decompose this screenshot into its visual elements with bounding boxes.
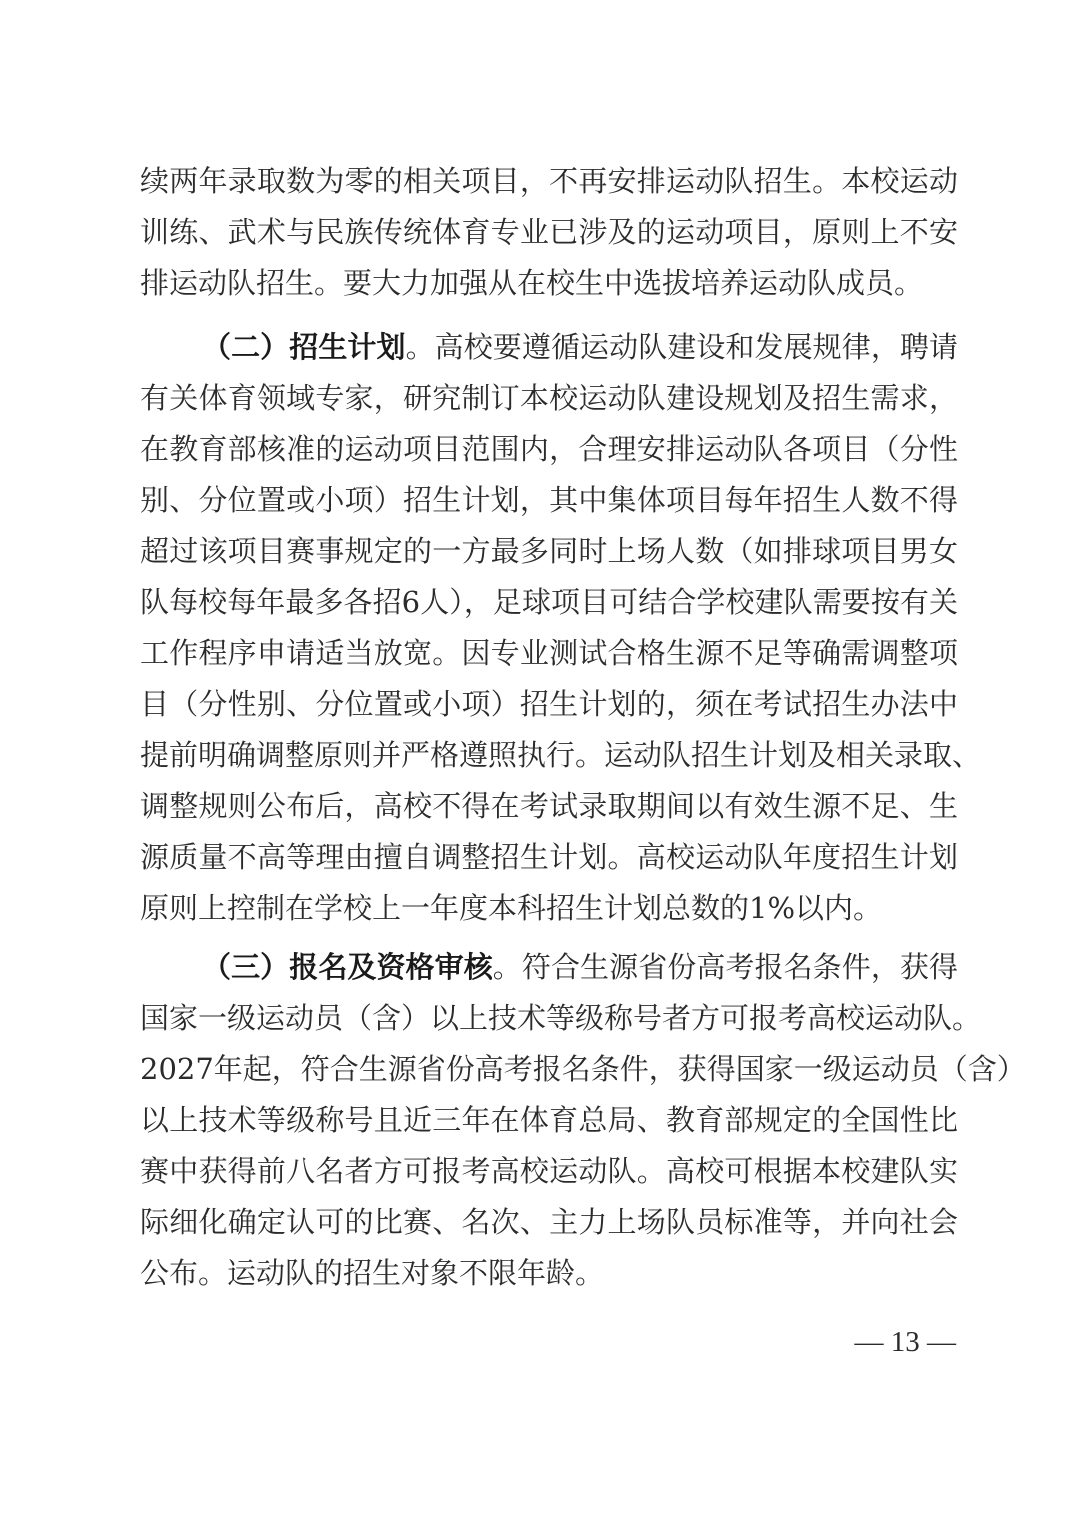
text-line: 超过该项目赛事规定的一方最多同时上场人数（如排球项目男女 — [140, 534, 958, 568]
text-line: 目（分性别、分位置或小项）招生计划的，须在考试招生办法中 — [140, 687, 958, 721]
section-heading: （二）招生计划 — [202, 330, 406, 364]
paragraph-enrollment-plan — [140, 322, 982, 934]
text-line: 续两年录取数为零的相关项目，不再安排运动队招生。本校运动 — [140, 164, 958, 198]
text-line: 工作程序申请适当放宽。因专业测试合格生源不足等确需调整项 — [140, 636, 958, 670]
text-line: 赛中获得前八名者方可报考高校运动队。高校可根据本校建队实 — [140, 1154, 958, 1188]
text-line: 际细化确定认可的比赛、名次、主力上场队员标准等，并向社会 — [140, 1205, 958, 1239]
text-line: 国家一级运动员（含）以上技术等级称号者方可报考高校运动队。 — [140, 1001, 982, 1035]
text-line: 队每校每年最多各招6人），足球项目可结合学校建队需要按有关 — [140, 585, 958, 619]
section-heading: （三）报名及资格审核 — [202, 950, 493, 984]
text-line: 有关体育领域专家，研究制订本校运动队建设规划及招生需求， — [140, 381, 958, 415]
text-line: 2027年起，符合生源省份高考报名条件，获得国家一级运动员（含） — [140, 1052, 1026, 1086]
text-run: 。高校要遵循运动队建设和发展规律，聘请 — [405, 330, 958, 364]
text-line: 原则上控制在学校上一年度本科招生计划总数的1%以内。 — [140, 891, 883, 925]
paragraph-continued — [140, 156, 958, 309]
text-line — [140, 942, 958, 993]
text-line: 别、分位置或小项）招生计划，其中集体项目每年招生人数不得 — [140, 483, 958, 517]
text-line — [140, 322, 958, 373]
text-line: 公布。运动队的招生对象不限年龄。 — [140, 1256, 605, 1290]
text-run: 。符合生源省份高考报名条件，获得 — [492, 950, 958, 984]
text-line: 排运动队招生。要大力加强从在校生中选拔培养运动队成员。 — [140, 266, 924, 300]
text-line: 调整规则公布后，高校不得在考试录取期间以有效生源不足、生 — [140, 789, 958, 823]
text-line: 训练、武术与民族传统体育专业已涉及的运动项目，原则上不安 — [140, 215, 958, 249]
text-line: 以上技术等级称号且近三年在体育总局、教育部规定的全国性比 — [140, 1103, 958, 1137]
text-line: 源质量不高等理由擅自调整招生计划。高校运动队年度招生计划 — [140, 840, 958, 874]
page-number: — 13 — — [854, 1326, 956, 1358]
paragraph-registration-review — [140, 942, 1026, 1299]
text-line: 提前明确调整原则并严格遵照执行。运动队招生计划及相关录取、 — [140, 738, 982, 772]
text-line: 在教育部核准的运动项目范围内，合理安排运动队各项目（分性 — [140, 432, 958, 466]
